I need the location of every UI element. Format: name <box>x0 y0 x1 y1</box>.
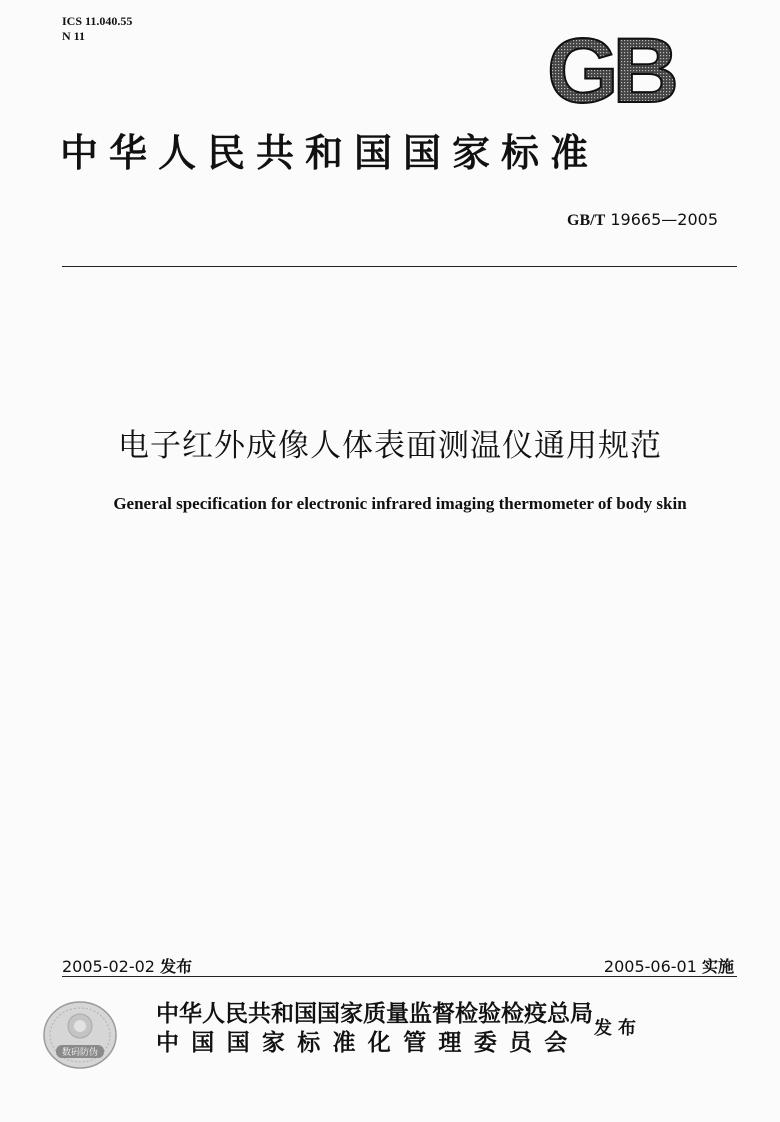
effective-date <box>604 954 734 977</box>
issue-date <box>62 954 192 977</box>
standard-code <box>567 210 718 230</box>
issuer-aqsiq: 中华人民共和国国家质量监督检验检疫总局 <box>156 1000 593 1027</box>
national-standard-title: 中华人民共和国国家标准 <box>60 130 600 175</box>
anti-counterfeit-seal <box>42 1000 118 1070</box>
issue-date-value: 2005-02-02 <box>62 957 155 976</box>
issue-date-label: 发布 <box>160 957 193 976</box>
footer-divider <box>62 976 737 977</box>
effective-date-label: 实施 <box>701 957 734 976</box>
gb-logo <box>528 28 692 108</box>
header-divider <box>62 266 737 267</box>
ics-code-block <box>62 14 132 44</box>
seal-icon <box>42 1000 118 1070</box>
gb-logo-icon <box>528 28 692 108</box>
svg-text:GB: GB <box>547 28 673 108</box>
standard-prefix: GB/T <box>567 212 606 229</box>
effective-date-value: 2005-06-01 <box>603 957 697 976</box>
issuer-sac: 中国国家标准化管理委员会 <box>156 1029 580 1056</box>
standard-number: 19665—2005 <box>610 210 718 229</box>
ics-code: ICS 11.040.55 <box>62 14 133 28</box>
document-title-cn: 电子红外成像人体表面测温仪通用规范 <box>118 428 662 464</box>
document-title-en: General specification for electronic infrared imaging thermometer of body skin <box>113 494 687 513</box>
svg-text:数码防伪: 数码防伪 <box>61 1048 99 1058</box>
publish-label: 发布 <box>594 1018 642 1039</box>
ccs-code: N 11 <box>62 29 86 43</box>
